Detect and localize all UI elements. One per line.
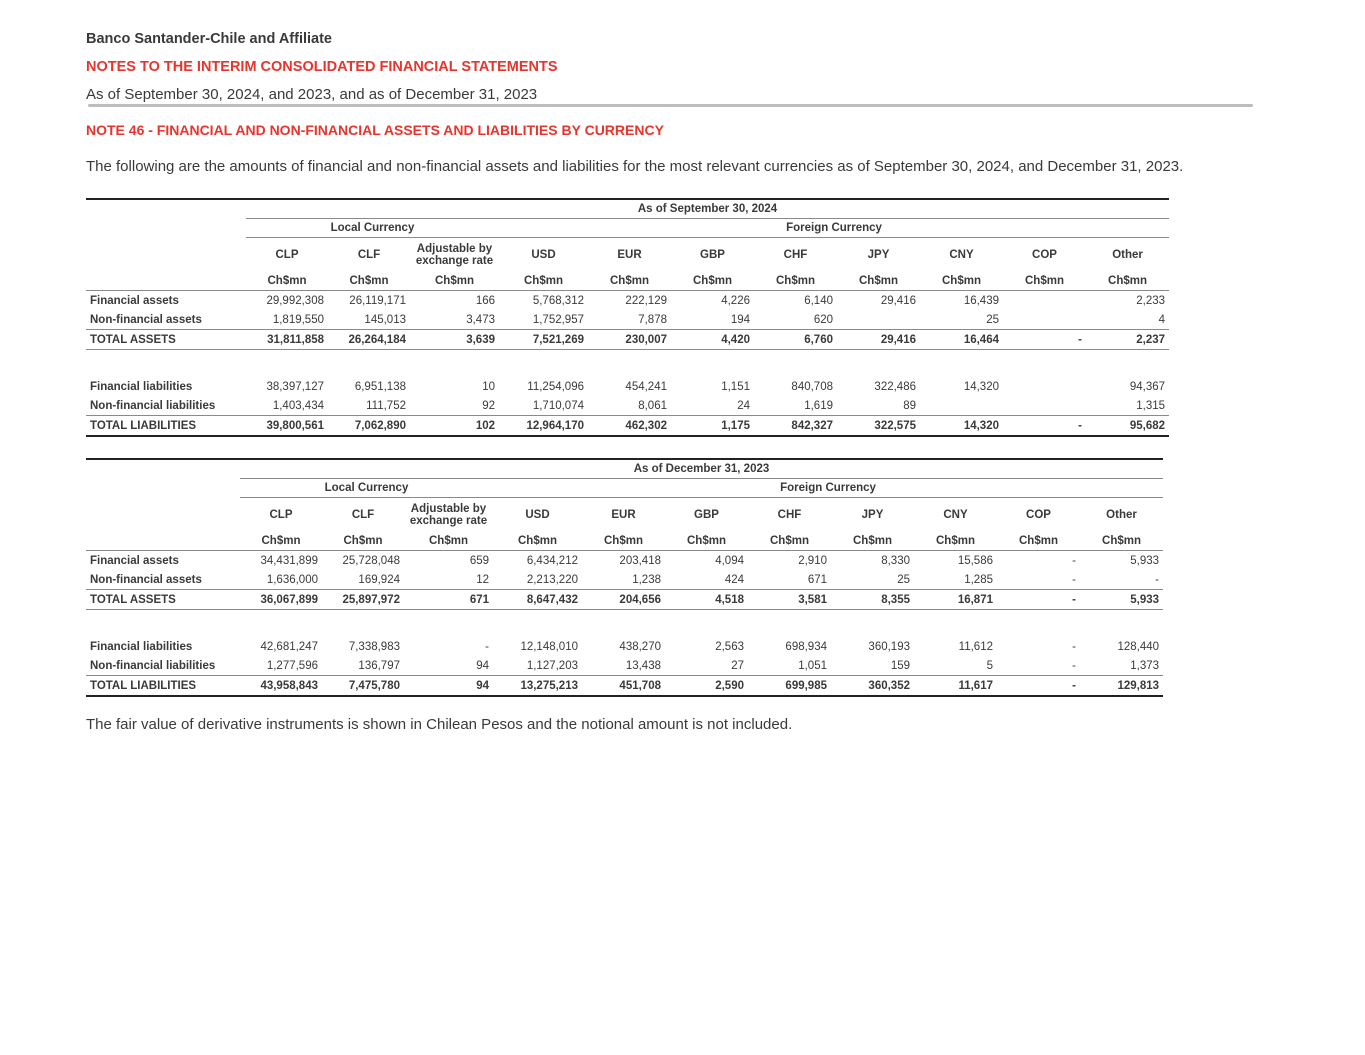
table-cell — [1003, 291, 1086, 311]
table-cell: 322,486 — [874, 380, 916, 393]
table-cell: 4 — [1158, 313, 1166, 326]
table-cell: 29,416 — [880, 294, 916, 307]
total-row — [86, 330, 1169, 350]
table-cell: 16,439 — [963, 294, 999, 307]
table-cell: 1,151 — [721, 380, 750, 393]
unit-header: Ch$mn — [831, 532, 914, 551]
table-cell: 1,710,074 — [532, 399, 584, 412]
table-cell: 2,910 — [798, 554, 827, 567]
table-cell: 462,302 — [588, 416, 671, 437]
row-label: Financial liabilities — [90, 640, 193, 653]
table-cell: 11,617 — [914, 676, 997, 697]
unit-header: Ch$mn — [328, 272, 410, 291]
table-cell: 94 — [404, 676, 493, 697]
table-cell: 89 — [903, 399, 916, 412]
table-cell: 25,897,972 — [322, 590, 404, 610]
unit-header: Ch$mn — [665, 532, 748, 551]
total-row — [86, 676, 1163, 697]
currency-header: COP — [1026, 509, 1051, 521]
table-cell: 39,800,561 — [246, 416, 328, 437]
unit-header: Ch$mn — [837, 272, 920, 291]
table-cell: 2,237 — [1086, 330, 1169, 350]
table-cell: 7,338,983 — [348, 640, 400, 653]
table-cell: 7,521,269 — [499, 330, 588, 350]
table-cell: 1,127,203 — [526, 659, 578, 672]
table-cell: 671 — [807, 573, 827, 586]
unit-header: Ch$mn — [322, 532, 404, 551]
unit-header: Ch$mn — [1080, 532, 1163, 551]
table-cell: 111,752 — [366, 399, 406, 412]
table-cell: 6,951,138 — [354, 380, 406, 393]
table-cell: 5,768,312 — [532, 294, 584, 307]
table-cell: 454,241 — [625, 380, 667, 393]
table-row — [86, 291, 1169, 311]
table-cell: 203,418 — [619, 554, 661, 567]
note-intro: The following are the amounts of financial and non-financial assets and liabilities for the most relevant currencies as of September 30, 2024, and December 31, 2023. — [86, 158, 1184, 175]
table-row — [86, 570, 1163, 590]
table-cell: 159 — [890, 659, 910, 672]
unit-header: Ch$mn — [997, 532, 1080, 551]
table-cell: 1,238 — [632, 573, 661, 586]
currency-header: USD — [531, 249, 556, 261]
table-cell: 29,416 — [837, 330, 920, 350]
currency-header: Other — [1106, 509, 1137, 521]
table-cell: 1,619 — [804, 399, 833, 412]
row-label: Non-financial liabilities — [90, 659, 216, 672]
spacer-row — [86, 610, 1163, 638]
table-cell: 11,612 — [958, 640, 993, 653]
unit-header: Ch$mn — [1003, 272, 1086, 291]
table-cell: 36,067,899 — [240, 590, 322, 610]
row-label: Non-financial assets — [90, 573, 202, 586]
currency-header: CLP — [275, 249, 299, 261]
currency-header: JPY — [861, 509, 884, 521]
unit-header: Ch$mn — [671, 272, 754, 291]
table-cell: 24 — [737, 399, 750, 412]
table-cell: 145,013 — [364, 313, 406, 326]
table-sep-2024 — [86, 198, 1169, 437]
table-cell: 2,590 — [665, 676, 748, 697]
table-cell: 8,330 — [881, 554, 910, 567]
table-cell: 1,285 — [964, 573, 993, 586]
table-cell: 16,464 — [920, 330, 1003, 350]
unit-header: Ch$mn — [1086, 272, 1169, 291]
row-label: Financial assets — [90, 294, 179, 307]
currency-header: Adjustable by exchange rate — [415, 243, 494, 267]
table-cell: 14,320 — [963, 380, 999, 393]
table-cell: 659 — [469, 554, 489, 567]
table-cell: 424 — [724, 573, 744, 586]
table-cell: 7,878 — [638, 313, 667, 326]
currency-header: EUR — [617, 249, 642, 261]
table-cell: 8,061 — [638, 399, 667, 412]
table-dec-2023 — [86, 458, 1163, 697]
table-cell: 11,254,096 — [527, 380, 584, 393]
table-cell: 4,420 — [671, 330, 754, 350]
table-cell: 92 — [482, 399, 495, 412]
foreign-currency-header: Foreign Currency — [493, 479, 1163, 498]
table-cell: 42,681,247 — [260, 640, 318, 653]
table-cell: 230,007 — [588, 330, 671, 350]
unit-header: Ch$mn — [748, 532, 831, 551]
table-cell — [1003, 396, 1086, 416]
table-cell: 5,933 — [1080, 590, 1163, 610]
table-cell: 4,226 — [721, 294, 750, 307]
currency-header: CHF — [783, 249, 808, 261]
currency-header: GBP — [694, 509, 719, 521]
row-label: TOTAL LIABILITIES — [86, 416, 246, 437]
currency-header: JPY — [867, 249, 890, 261]
table-cell: 38,397,127 — [266, 380, 324, 393]
table-row — [86, 637, 1163, 656]
table-cell: 169,924 — [358, 573, 400, 586]
table-row — [86, 310, 1169, 330]
table-cell: 8,647,432 — [493, 590, 582, 610]
table-cell: 95,682 — [1086, 416, 1169, 437]
table-cell: 1,277,596 — [266, 659, 318, 672]
table-cell: 13,275,213 — [493, 676, 582, 697]
unit-header: Ch$mn — [493, 532, 582, 551]
table-cell: 26,119,171 — [349, 294, 406, 307]
table-cell: 31,811,858 — [246, 330, 328, 350]
table-cell: 204,656 — [582, 590, 665, 610]
table-cell: 1,752,957 — [532, 313, 584, 326]
table-cell: - — [1072, 573, 1076, 586]
period-header: As of December 31, 2023 — [240, 459, 1163, 479]
table-cell: - — [997, 676, 1080, 697]
currency-header: EUR — [611, 509, 636, 521]
unit-header: Ch$mn — [920, 272, 1003, 291]
row-label: Financial assets — [90, 554, 179, 567]
table-cell: 12,148,010 — [520, 640, 578, 653]
foreign-currency-header: Foreign Currency — [499, 219, 1169, 238]
table-cell: 94 — [476, 659, 489, 672]
table-cell: 8,355 — [831, 590, 914, 610]
table-cell: 2,563 — [715, 640, 744, 653]
table-cell: 34,431,899 — [260, 554, 318, 567]
row-label: Financial liabilities — [90, 380, 193, 393]
table-row — [86, 396, 1169, 416]
table-row — [86, 377, 1169, 396]
notes-title: NOTES TO THE INTERIM CONSOLIDATED FINANCIAL STATEMENTS — [86, 59, 558, 75]
table-cell: 1,315 — [1136, 399, 1166, 412]
table-cell: 1,051 — [798, 659, 827, 672]
table-cell: 6,760 — [754, 330, 837, 350]
table-cell — [920, 396, 1003, 416]
table-cell: 360,352 — [831, 676, 914, 697]
header-divider — [88, 104, 1253, 107]
table-cell: 842,327 — [754, 416, 837, 437]
local-currency-header: Local Currency — [246, 219, 499, 238]
table-cell — [837, 310, 920, 330]
unit-header: Ch$mn — [914, 532, 997, 551]
table-cell: - — [1072, 554, 1076, 567]
table-cell: 5,933 — [1130, 554, 1160, 567]
spacer-row — [86, 350, 1169, 378]
table-cell: 25 — [986, 313, 999, 326]
table-cell: 1,175 — [671, 416, 754, 437]
table-cell: 29,992,308 — [266, 294, 324, 307]
table-cell: 7,062,890 — [328, 416, 410, 437]
currency-header: CLF — [351, 509, 375, 521]
unit-header: Ch$mn — [410, 272, 499, 291]
report-dates: As of September 30, 2024, and 2023, and as of December 31, 2023 — [86, 86, 538, 103]
currency-header: CNY — [943, 509, 968, 521]
table-cell: 4,518 — [665, 590, 748, 610]
table-cell: 698,934 — [785, 640, 827, 653]
table-cell: 25 — [897, 573, 910, 586]
table-cell: 194 — [730, 313, 750, 326]
total-row — [86, 416, 1169, 437]
currency-header: CHF — [777, 509, 802, 521]
note-title: NOTE 46 - FINANCIAL AND NON-FINANCIAL ASSETS AND LIABILITIES BY CURRENCY — [86, 122, 664, 138]
table-cell: 12,964,170 — [499, 416, 588, 437]
table-cell: 136,797 — [358, 659, 400, 672]
row-label: TOTAL ASSETS — [86, 330, 246, 350]
table-cell: - — [1072, 659, 1076, 672]
table-cell: 166 — [475, 294, 495, 307]
period-header: As of September 30, 2024 — [246, 199, 1169, 219]
table-cell: 7,475,780 — [322, 676, 404, 697]
currency-header: USD — [525, 509, 550, 521]
table-cell: 1,636,000 — [266, 573, 318, 586]
table-cell: 671 — [404, 590, 493, 610]
table-row — [86, 551, 1163, 571]
table-cell: 26,264,184 — [328, 330, 410, 350]
table-cell: 620 — [813, 313, 833, 326]
currency-header: Other — [1112, 249, 1143, 261]
table-cell: 4,094 — [715, 554, 744, 567]
total-row — [86, 590, 1163, 610]
table-cell: 451,708 — [582, 676, 665, 697]
table-cell: 2,233 — [1136, 294, 1166, 307]
table-cell: - — [1003, 330, 1086, 350]
footnote: The fair value of derivative instruments is shown in Chilean Pesos and the notional amount is not included. — [86, 716, 793, 733]
unit-header: Ch$mn — [499, 272, 588, 291]
table-cell: 12 — [476, 573, 489, 586]
table-cell: - — [1155, 573, 1160, 586]
unit-header: Ch$mn — [754, 272, 837, 291]
currency-header: CNY — [949, 249, 974, 261]
table-cell: 360,193 — [868, 640, 910, 653]
unit-header: Ch$mn — [588, 272, 671, 291]
table-cell: 1,373 — [1130, 659, 1160, 672]
table-cell: - — [1072, 640, 1076, 653]
table-cell: 1,819,550 — [272, 313, 324, 326]
table-cell: 222,129 — [625, 294, 667, 307]
table-cell: 2,213,220 — [526, 573, 578, 586]
table-cell: - — [997, 590, 1080, 610]
company-name: Banco Santander-Chile and Affiliate — [86, 31, 332, 47]
table-cell: - — [1003, 416, 1086, 437]
currency-header: CLF — [357, 249, 381, 261]
unit-header: Ch$mn — [240, 532, 322, 551]
table-cell: 25,728,048 — [342, 554, 400, 567]
table-cell: 438,270 — [619, 640, 661, 653]
table-cell: 6,140 — [804, 294, 833, 307]
currency-header: GBP — [700, 249, 725, 261]
table-cell: 94,367 — [1129, 380, 1166, 393]
table-cell: 15,586 — [957, 554, 993, 567]
table-cell: 840,708 — [791, 380, 833, 393]
table-cell: 102 — [410, 416, 499, 437]
table-cell: 3,639 — [410, 330, 499, 350]
table-cell: 5 — [986, 659, 993, 672]
currency-header: COP — [1032, 249, 1057, 261]
local-currency-header: Local Currency — [240, 479, 493, 498]
table-cell — [1003, 377, 1086, 396]
row-label: TOTAL ASSETS — [86, 590, 240, 610]
table-cell: 14,320 — [920, 416, 1003, 437]
unit-header: Ch$mn — [246, 272, 328, 291]
table-cell: 13,438 — [625, 659, 661, 672]
table-cell: 6,434,212 — [526, 554, 578, 567]
table-cell: 10 — [482, 380, 495, 393]
unit-header: Ch$mn — [582, 532, 665, 551]
table-cell: 3,473 — [466, 313, 495, 326]
currency-header: Adjustable by exchange rate — [409, 503, 488, 527]
table-cell: 322,575 — [837, 416, 920, 437]
table-cell — [1003, 310, 1086, 330]
table-cell: - — [485, 640, 489, 653]
table-cell: 129,813 — [1080, 676, 1163, 697]
unit-header: Ch$mn — [404, 532, 493, 551]
row-label: Non-financial assets — [90, 313, 202, 326]
row-label: Non-financial liabilities — [90, 399, 216, 412]
row-label: TOTAL LIABILITIES — [86, 676, 240, 697]
table-cell: 3,581 — [748, 590, 831, 610]
table-cell: 128,440 — [1117, 640, 1160, 653]
table-cell: 16,871 — [914, 590, 997, 610]
currency-header: CLP — [269, 509, 293, 521]
table-row — [86, 656, 1163, 676]
table-cell: 1,403,434 — [272, 399, 324, 412]
table-cell: 43,958,843 — [240, 676, 322, 697]
table-cell: 27 — [731, 659, 744, 672]
table-cell: 699,985 — [748, 676, 831, 697]
